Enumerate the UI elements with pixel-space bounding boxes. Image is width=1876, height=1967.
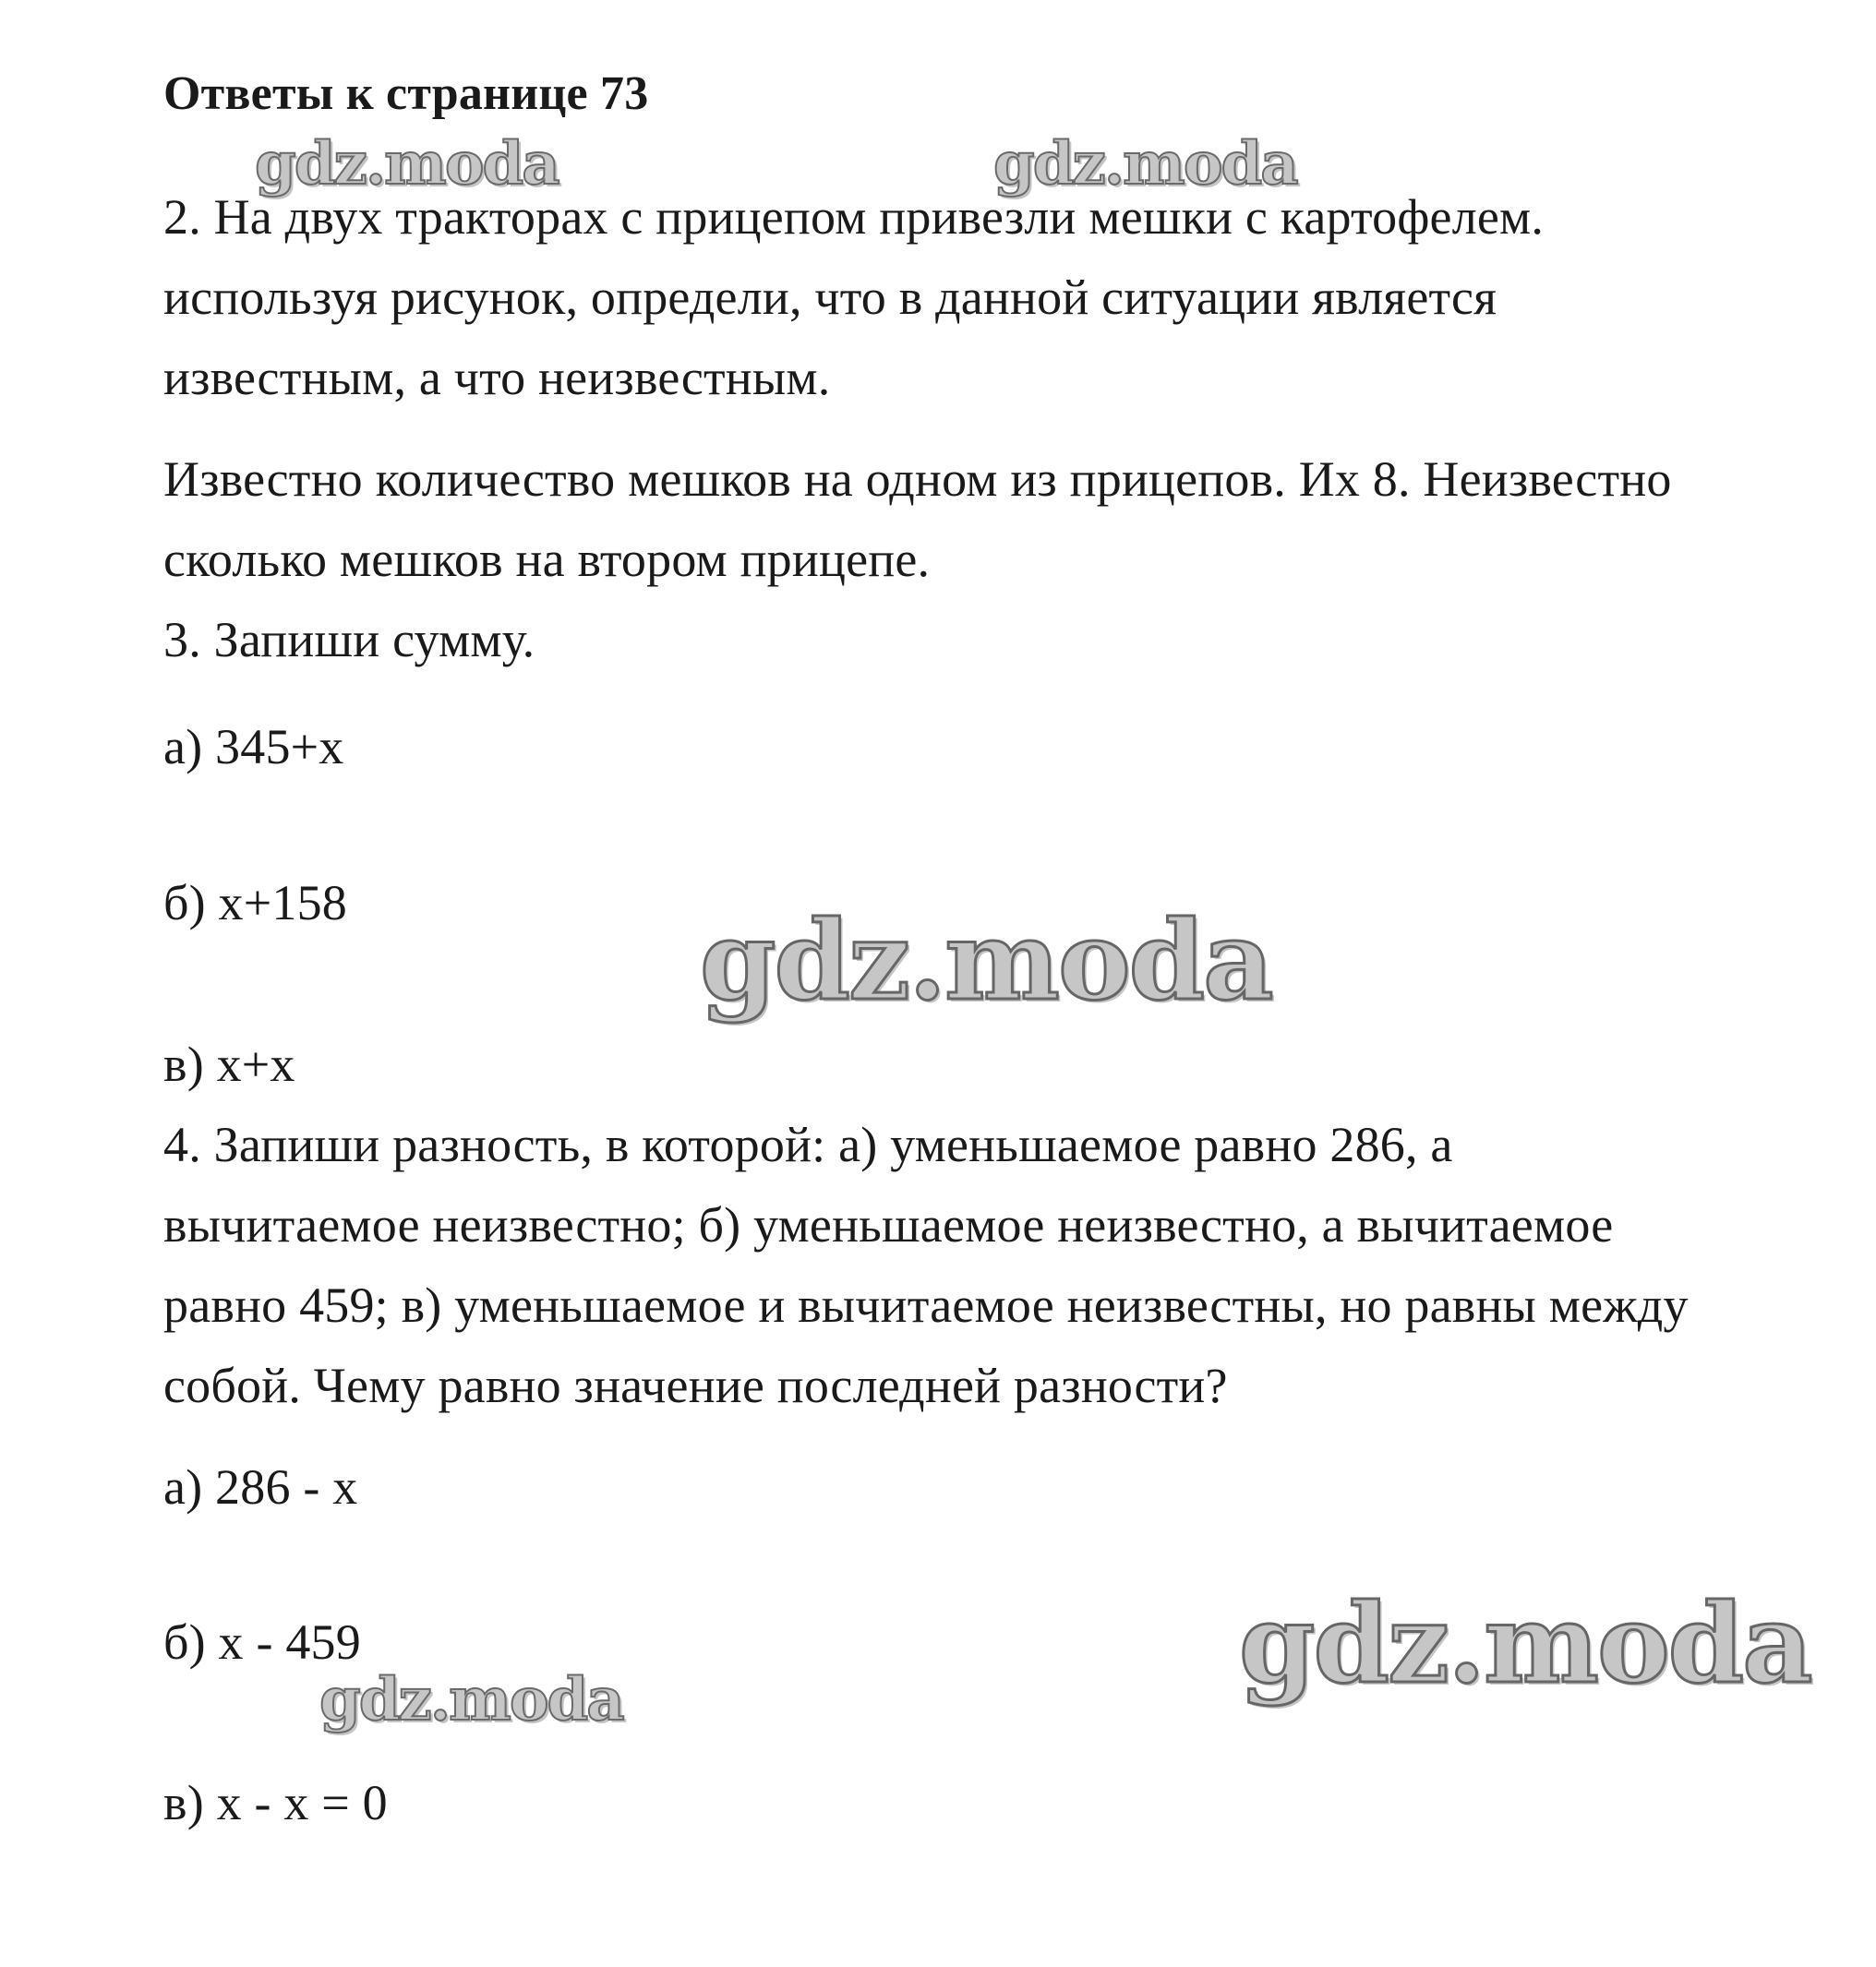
task4-line-2: вычитаемое неизвестно; б) уменьшаемое неизвестно, а вычитаемое bbox=[163, 1197, 1614, 1253]
task2-answer-line-1: Известно количество мешков на одном из прицепов. Их 8. Неизвестно bbox=[163, 451, 1672, 507]
watermark: gdz.moda bbox=[993, 129, 1297, 198]
task4-line-1: 4. Запиши разность, в которой: а) уменьшаемое равно 286, а bbox=[163, 1117, 1453, 1172]
watermark: gdz.moda bbox=[255, 129, 559, 198]
task2-line-2: используя рисунок, определи, что в данной ситуации является bbox=[163, 270, 1497, 325]
task2-line-1: 2. На двух тракторах с прицепом привезли мешки с картофелем. bbox=[163, 189, 1545, 245]
page-title: Ответы к странице 73 bbox=[163, 67, 649, 120]
task4-answer-c: в) х - х = 0 bbox=[163, 1775, 388, 1830]
task3-heading: 3. Запиши сумму. bbox=[163, 612, 535, 667]
task4-line-3: равно 459; в) уменьшаемое и вычитаемое неизвестны, но равны между bbox=[163, 1277, 1689, 1333]
task3-answer-c: в) х+х bbox=[163, 1037, 295, 1092]
task4-answer-a: а) 286 - х bbox=[163, 1459, 358, 1515]
watermark: gdz.moda bbox=[700, 896, 1272, 1025]
task2-line-3: известным, а что неизвестным. bbox=[163, 350, 831, 405]
task3-answer-a: а) 345+х bbox=[163, 719, 344, 774]
task4-line-4: собой. Чему равно значение последней разности? bbox=[163, 1358, 1228, 1413]
task3-answer-b: б) х+158 bbox=[163, 875, 348, 930]
watermark: gdz.moda bbox=[319, 1665, 623, 1734]
task2-answer-line-2: сколько мешков на втором прицепе. bbox=[163, 532, 931, 587]
task4-answer-b: б) х - 459 bbox=[163, 1614, 361, 1670]
watermark: gdz.moda bbox=[1239, 1579, 1811, 1708]
